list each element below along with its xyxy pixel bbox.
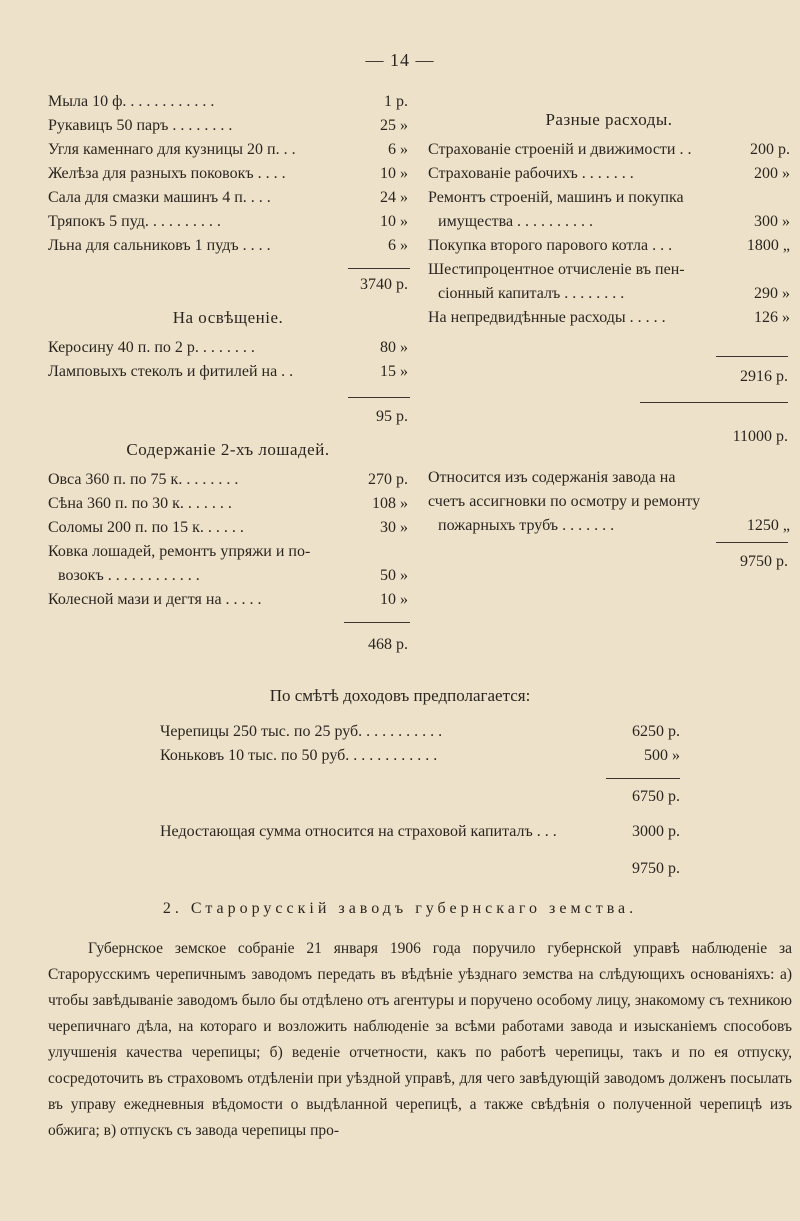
materials-value: 6 » bbox=[388, 141, 408, 158]
fire-section bbox=[428, 466, 790, 538]
misc-label: Страхованіе строеній и движимости . . bbox=[428, 141, 692, 158]
fire-label: пожарныхъ трубъ . . . . . . . bbox=[438, 517, 615, 534]
lighting-row bbox=[48, 336, 408, 360]
misc-label: Страхованіе рабочихъ . . . . . . . bbox=[428, 165, 634, 182]
misc-row bbox=[428, 234, 790, 258]
left-column bbox=[48, 90, 408, 258]
misc-value: 290 » bbox=[754, 285, 790, 302]
income-heading: По смѣтѣ доходовъ предполагается: bbox=[269, 686, 531, 705]
misc-rule bbox=[716, 356, 788, 357]
horses-total: 468 р. bbox=[368, 636, 408, 653]
misc-label: Ремонтъ строеній, машинъ и покупка bbox=[428, 189, 684, 206]
horses-list bbox=[48, 468, 408, 612]
horses-row bbox=[48, 516, 408, 540]
income-row bbox=[160, 720, 680, 744]
misc-value: 126 » bbox=[754, 309, 790, 326]
misc-row bbox=[428, 138, 790, 162]
lighting-label: Ламповыхъ стеколъ и фитилей на . . bbox=[48, 363, 294, 380]
horses-heading: Содержаніе 2-хъ лошадей. bbox=[126, 440, 330, 459]
deficit-value: 3000 р. bbox=[632, 823, 680, 840]
horses-label: Сѣна 360 п. по 30 к. . . . . . . bbox=[48, 495, 232, 512]
materials-row bbox=[48, 162, 408, 186]
fire-row bbox=[428, 490, 790, 514]
misc-label: имущества . . . . . . . . . . bbox=[438, 213, 594, 230]
misc-label: Покупка второго парового котла . . . bbox=[428, 237, 673, 254]
materials-rule bbox=[348, 268, 410, 269]
income-label: Коньковъ 10 тыс. по 50 руб. . . . . . . . . . . . bbox=[160, 747, 438, 764]
horses-value: 30 » bbox=[380, 519, 408, 536]
materials-row bbox=[48, 210, 408, 234]
misc-row bbox=[428, 186, 790, 210]
fire-list bbox=[428, 466, 790, 538]
misc-value: 200 р. bbox=[750, 141, 790, 158]
horses-value: 270 р. bbox=[368, 471, 408, 488]
deficit-label: Недостающая сумма относится на страховой капиталъ . . . bbox=[160, 823, 557, 840]
income-value: 6250 р. bbox=[632, 723, 680, 740]
section-title: 2. Старорусскій заводъ губернскаго земства. bbox=[162, 900, 638, 917]
misc-label: На непредвидѣнные расходы . . . . . bbox=[428, 309, 666, 326]
misc-value: 300 » bbox=[754, 213, 790, 230]
right-column bbox=[428, 102, 790, 330]
misc-value: 200 » bbox=[754, 165, 790, 182]
lighting-row bbox=[48, 360, 408, 384]
page-number: — 14 — bbox=[365, 50, 435, 70]
horses-row bbox=[48, 588, 408, 612]
materials-row bbox=[48, 186, 408, 210]
materials-label: Сала для смазки машинъ 4 п. . . . bbox=[48, 189, 271, 206]
materials-value: 24 » bbox=[380, 189, 408, 206]
net-total: 9750 р. bbox=[740, 553, 788, 570]
materials-value: 25 » bbox=[380, 117, 408, 134]
misc-row bbox=[428, 258, 790, 282]
lighting-value: 80 » bbox=[380, 339, 408, 356]
lighting-label: Керосину 40 п. по 2 р. . . . . . . . bbox=[48, 339, 255, 356]
lighting-value: 15 » bbox=[380, 363, 408, 380]
materials-value: 10 » bbox=[380, 213, 408, 230]
horses-label: Овса 360 п. по 75 к. . . . . . . . bbox=[48, 471, 239, 488]
materials-row bbox=[48, 114, 408, 138]
income-row bbox=[160, 744, 680, 768]
income-total: 9750 р. bbox=[632, 860, 680, 877]
fire-label: Относится изъ содержанія завода на bbox=[428, 469, 676, 486]
misc-list bbox=[428, 138, 790, 330]
materials-row bbox=[48, 90, 408, 114]
misc-row bbox=[428, 210, 790, 234]
fire-row bbox=[428, 466, 790, 490]
materials-total: 3740 р. bbox=[360, 276, 408, 293]
materials-value: 6 » bbox=[388, 237, 408, 254]
income-subtotal: 6750 р. bbox=[632, 788, 680, 805]
materials-label: Рукавицъ 50 паръ . . . . . . . . bbox=[48, 117, 233, 134]
horses-value: 108 » bbox=[372, 495, 408, 512]
misc-heading: Разные расходы. bbox=[545, 110, 673, 129]
horses-value: 10 » bbox=[380, 591, 408, 608]
materials-label: Тряпокъ 5 пуд. . . . . . . . . . bbox=[48, 213, 221, 230]
deficit-row bbox=[160, 820, 680, 844]
materials-row bbox=[48, 234, 408, 258]
fire-label: счетъ ассигновки по осмотру и ремонту bbox=[428, 493, 701, 510]
horses-row bbox=[48, 492, 408, 516]
lighting-rule bbox=[348, 397, 410, 398]
materials-value: 10 » bbox=[380, 165, 408, 182]
misc-label: Шестипроцентное отчисленіе въ пен- bbox=[428, 261, 685, 278]
horses-value: 50 » bbox=[380, 567, 408, 584]
section-paragraph: Губернское земское собраніе 21 января 1906 года поручило губернской управѣ наблюденіе за Старорусскимъ черепичнымъ заводомъ передать въ вѣдѣніе уѣзднаго земства на слѣдующихъ основаніяхъ: а) чтобы завѣдываніе заводомъ было бы отдѣлено отъ агентуры и поручено особому лицу, знакомому съ техникою черепичнаго дѣла, на котораго и возложить наблюденіе за всѣми работами завода и изысканіемъ способовъ улучшенія качества черепицы; б) веденіе отчетности, какъ по работѣ черепицы, такъ и по ея отпуску, сосредоточить въ страховомъ отдѣленіи при уѣздной управѣ, для чего завѣдующій заводомъ долженъ посылать въ управу ежедневныя вѣдомости о выдѣланной черепицѣ, а также свѣдѣнія о полученной черепицѣ изъ обжига; в) отпускъ съ завода черепицы про- bbox=[48, 940, 792, 1139]
lighting-total: 95 р. bbox=[376, 408, 408, 425]
misc-total: 2916 р. bbox=[740, 368, 788, 385]
misc-row bbox=[428, 306, 790, 330]
horses-label: Колесной мази и дегтя на . . . . . bbox=[48, 591, 262, 608]
misc-value: 1800 „ bbox=[746, 237, 790, 254]
net-rule bbox=[716, 542, 788, 543]
lighting-heading: На освѣщеніе. bbox=[172, 308, 284, 327]
grand-total: 11000 р. bbox=[732, 428, 788, 445]
lighting-section bbox=[48, 300, 408, 384]
income-section bbox=[160, 720, 680, 768]
income-rule bbox=[606, 778, 680, 779]
materials-row bbox=[48, 138, 408, 162]
income-label: Черепицы 250 тыс. по 25 руб. . . . . . . . . . . bbox=[160, 723, 443, 740]
income-list bbox=[160, 720, 680, 768]
materials-list bbox=[48, 90, 408, 258]
materials-label: Льна для сальниковъ 1 пудъ . . . . bbox=[48, 237, 271, 254]
income-value: 500 » bbox=[644, 747, 680, 764]
horses-row bbox=[48, 468, 408, 492]
horses-row bbox=[48, 564, 408, 588]
horses-label: Соломы 200 п. по 15 к. . . . . . bbox=[48, 519, 244, 536]
lighting-list bbox=[48, 336, 408, 384]
materials-value: 1 р. bbox=[384, 93, 408, 110]
fire-row bbox=[428, 514, 790, 538]
materials-label: Угля каменнаго для кузницы 20 п. . . bbox=[48, 141, 296, 158]
horses-row bbox=[48, 540, 408, 564]
misc-row bbox=[428, 162, 790, 186]
materials-label: Желѣза для разныхъ поковокъ . . . . bbox=[48, 165, 286, 182]
horses-label: возокъ . . . . . . . . . . . . bbox=[58, 567, 200, 584]
misc-label: сіонный капиталъ . . . . . . . . bbox=[438, 285, 625, 302]
fire-value: 1250 „ bbox=[746, 517, 790, 534]
grand-rule bbox=[640, 402, 788, 403]
misc-row bbox=[428, 282, 790, 306]
horses-section bbox=[48, 432, 408, 612]
horses-label: Ковка лошадей, ремонтъ упряжи и по- bbox=[48, 543, 311, 560]
horses-rule bbox=[344, 622, 410, 623]
materials-label: Мыла 10 ф. . . . . . . . . . . . bbox=[48, 93, 215, 110]
